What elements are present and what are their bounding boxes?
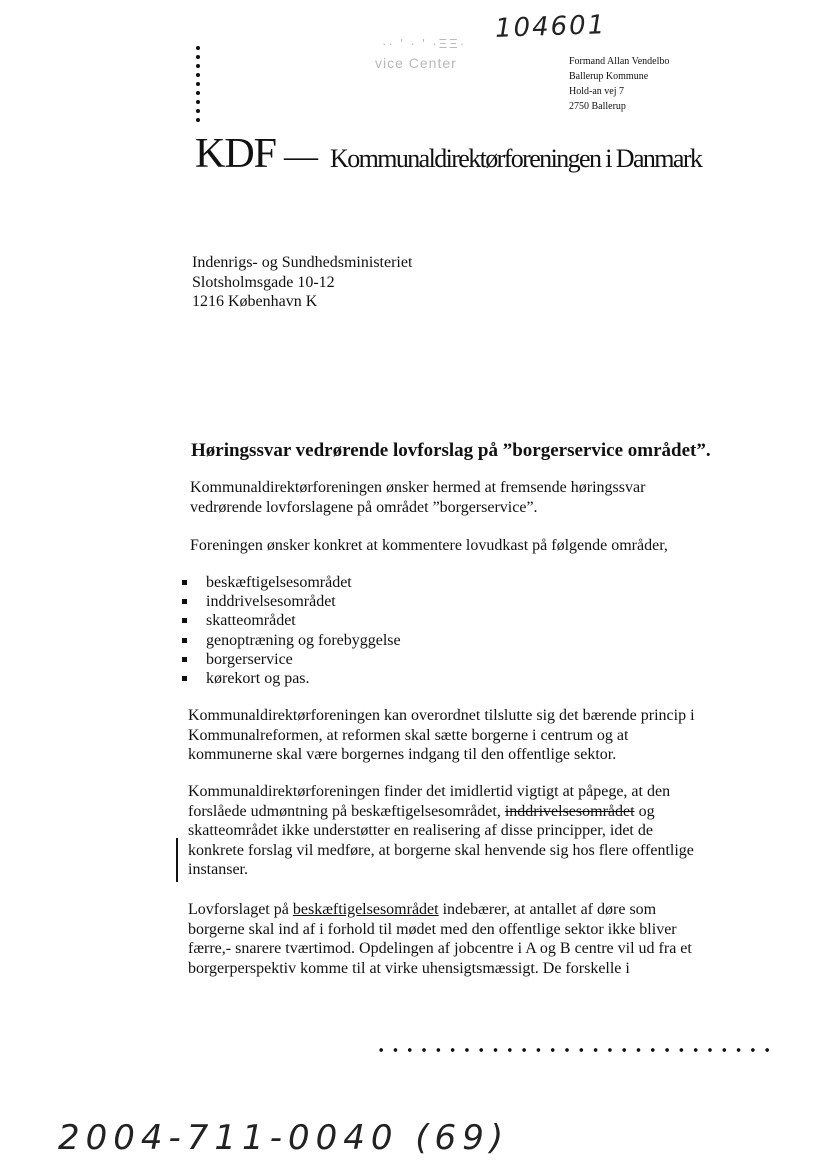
faded-stamp-text: ·· ' · ' ·ΞΞ· [382, 36, 466, 51]
paragraph-concern [188, 782, 694, 880]
paragraph-line: Kommunaldirektørforeningen ønsker hermed at fremsende høringssvar [190, 479, 646, 496]
margin-mark [176, 838, 178, 882]
paragraph-principle [188, 706, 695, 765]
list-item: genoptræning og forebyggelse [180, 631, 401, 650]
paragraph-line [188, 802, 694, 822]
handwritten-case-number: 2004-711-0040 (69) [58, 1118, 510, 1158]
paragraph-line: kommunerne skal være borgernes indgang til den offentlige sektor. [188, 746, 617, 763]
dotted-horizontal-rule [374, 1047, 774, 1053]
paragraph-line: borgerne skal ind af i forhold til mødet med den offentlige sektor ikke bliver [188, 920, 677, 938]
paragraph-line [188, 900, 692, 920]
letterhead-dash: — [284, 138, 319, 175]
handwritten-reference-number: 104601 [494, 10, 607, 44]
paragraph-line: vedrørende lovforslagene på området ”borgerservice”. [190, 498, 538, 516]
recipient-line: 1216 København K [192, 293, 318, 310]
paragraph-line: skatteområdet ikke understøtter en realisering af disse principper, idet de [188, 822, 653, 839]
sender-line: Hold-an vej 7 [569, 86, 624, 97]
sender-line: 2750 Ballerup [569, 101, 626, 112]
text-run: forslåede udmøntning på beskæftigelsesområdet, [188, 802, 505, 820]
letterhead-acronym: KDF [195, 131, 277, 177]
areas-list [180, 573, 401, 688]
text-run: indebærer, at antallet af døre som [438, 901, 657, 918]
paragraph-line: færre,- snarere tværtimod. Opdelingen af jobcentre i A og B centre vil ud fra et [188, 940, 692, 957]
paragraph-line: konkrete forslag vil medføre, at borgerne skal henvende sig hos flere offentlige [188, 841, 694, 859]
paragraph-intro [190, 478, 645, 517]
list-item: borgerservice [180, 650, 401, 669]
text-run: og [634, 802, 655, 820]
dotted-vertical-rule [196, 46, 200, 127]
recipient-line: Slotsholmsgade 10-12 [192, 273, 335, 291]
list-item: beskæftigelsesområdet [180, 573, 401, 592]
sender-line: Formand Allan Vendelbo [569, 56, 670, 67]
sender-address [569, 54, 669, 114]
list-item: kørekort og pas. [180, 669, 401, 688]
letter-subject: Høringssvar vedrørende lovforslag på ”borgerservice området”. [191, 440, 711, 461]
recipient-line: Indenrigs- og Sundhedsministeriet [192, 254, 413, 271]
paragraph-line: Kommunalreformen, at reformen skal sætte borgerne i centrum og at [188, 726, 629, 744]
list-item: skatteområdet [180, 611, 401, 630]
faded-stamp-text: vice Center [375, 55, 457, 71]
paragraph-line: Kommunaldirektørforeningen finder det imidlertid vigtigt at påpege, at den [188, 783, 671, 800]
struck-text: inddrivelsesområdet [504, 802, 635, 820]
paragraph-line: instanser. [188, 861, 248, 878]
underlined-text: beskæftigelsesområdet [292, 901, 439, 918]
paragraph-line: Kommunaldirektørforeningen kan overordnet tilslutte sig det bærende princip i [188, 707, 695, 724]
recipient-address [192, 253, 412, 312]
letterhead-name: Kommunaldirektørforeningen i Danmark [330, 144, 702, 173]
letterhead [195, 130, 701, 178]
sender-line: Ballerup Kommune [569, 71, 649, 82]
paragraph-line: borgerperspektiv komme til at virke uhensigtsmæssigt. De forskelle i [188, 959, 630, 977]
list-item: inddrivelsesområdet [180, 592, 401, 611]
paragraph-areas-intro: Foreningen ønsker konkret at kommentere lovudkast på følgende områder, [190, 537, 668, 554]
text-run: Lovforslaget på [188, 901, 293, 918]
paragraph-employment [188, 900, 692, 978]
